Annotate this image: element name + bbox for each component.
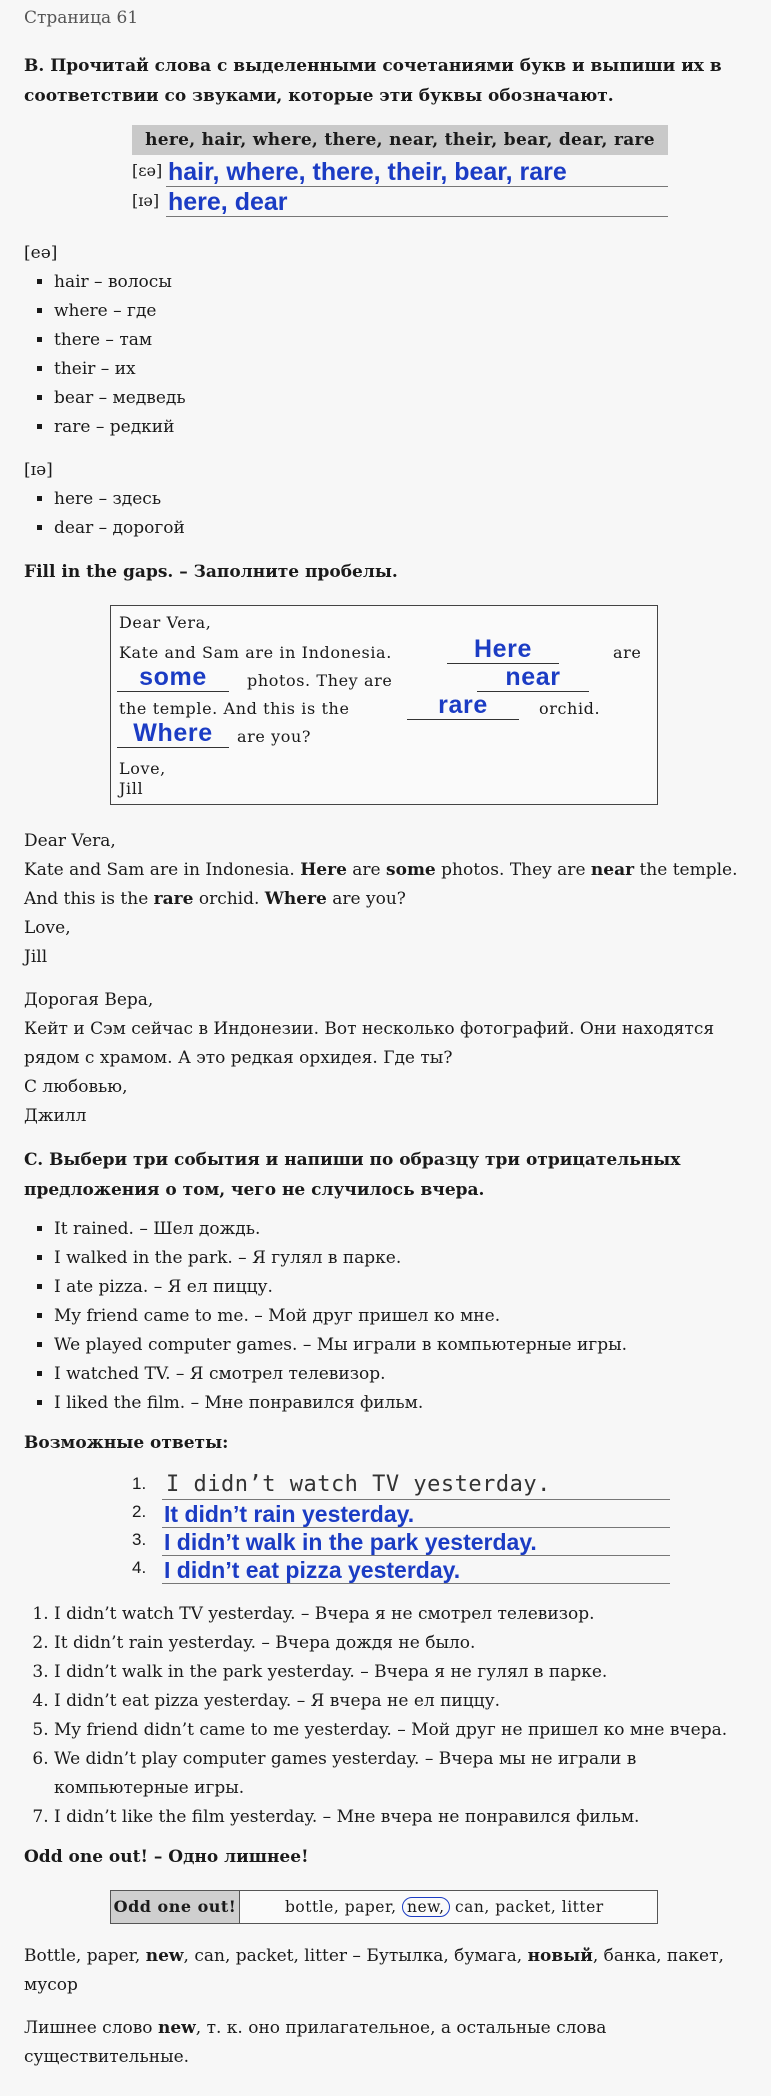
events-list — [24, 1215, 747, 1418]
handwritten-answer: some — [139, 663, 207, 691]
list-item: ▪ there – там — [54, 326, 747, 355]
odd-sentence: Bottle, paper, new, can, packet, litter – Бутылка, бумага, новый, банка, пакет, мусор — [24, 1946, 724, 1995]
list-item: ▪ their – их — [54, 355, 747, 384]
section-c-worksheet-image — [110, 1468, 670, 1592]
page-title: Страница 61 — [24, 8, 139, 28]
handwritten-answer: It didn’t rain yesterday. — [164, 1501, 415, 1527]
worksheet-row: 1. I didn’t watch TV yesterday. — [110, 1472, 670, 1500]
letter-text: Kate and Sam are in Indonesia. — [119, 643, 392, 662]
section-b-heading: B. Прочитай слова с выделенными сочетаниями букв и выпиши их в соответствии со звуками, которые эти буквы обозначают. — [24, 56, 722, 106]
list-item: ▪ dear – дорогой — [54, 514, 747, 543]
handwritten-answer: I didn’t eat pizza yesterday. — [164, 1557, 461, 1583]
list-item: 4. I didn’t eat pizza yesterday. – Я вчера не ел пиццу. — [54, 1687, 747, 1716]
letter-closing: Love, — [119, 759, 166, 778]
list-item: ▪ where – где — [54, 297, 747, 326]
handwritten-answer: here, dear — [168, 188, 288, 216]
gap-2 — [117, 664, 229, 692]
worksheet-row-ea — [132, 157, 668, 187]
list-item: 7. I didn’t like the film yesterday. – Мне вчера не понравился фильм. — [54, 1803, 747, 1832]
group2-label: [ɪə] — [24, 460, 53, 480]
answers-list — [24, 1600, 747, 1832]
list-item: ▪ It rained. – Шел дождь. — [54, 1215, 747, 1244]
letter-text: orchid. — [539, 699, 601, 718]
group2-list — [24, 485, 747, 543]
list-item: ▪ here – здесь — [54, 485, 747, 514]
list-item: 5. My friend didn’t came to me yesterday. – Мой друг не пришел ко мне вчера. — [54, 1716, 747, 1745]
gap-3 — [477, 664, 589, 692]
keyword: new — [157, 2018, 196, 2038]
worksheet-row: 2. It didn’t rain yesterday. — [110, 1500, 670, 1528]
letter-text: are you? — [237, 727, 312, 746]
handwritten-answer: I didn’t walk in the park yesterday. — [164, 1529, 537, 1555]
letter-en-body: Kate and Sam are in Indonesia. Here are some photos. They are near the temple. And this is the rare orchid. Where are you? — [24, 860, 738, 909]
list-item: ▪ I liked the film. – Мне понравился фильм. — [54, 1389, 747, 1418]
worksheet-row-ia — [132, 187, 668, 217]
letter-ru-name: Джилл — [24, 1106, 87, 1126]
answers-heading: Возможные ответы: — [24, 1433, 229, 1453]
letter-ru-body: Кейт и Сэм сейчас в Индонезии. Вот несколько фотографий. Они находятся рядом с храмом. А это редкая орхидея. Где ты? — [24, 1019, 715, 1068]
fill-gaps-heading: Fill in the gaps. – Заполните пробелы. — [24, 562, 398, 582]
letter-text: the temple. And this is the — [119, 699, 350, 718]
group1-label: [eə] — [24, 243, 58, 263]
keyword: rare — [153, 889, 194, 909]
phoneme-label: [ɛə] — [132, 161, 163, 180]
letter-en-name: Jill — [24, 947, 48, 967]
letter-name: Jill — [119, 779, 144, 798]
list-item: 1. I didn’t watch TV yesterday. – Вчера я не смотрел телевизор. — [54, 1600, 747, 1629]
word-bar: here, hair, where, there, near, their, bear, dear, rare — [132, 125, 668, 155]
list-item: ▪ hair – волосы — [54, 268, 747, 297]
handwritten-answer: hair, where, there, their, bear, rare — [168, 158, 567, 186]
list-item: 2. It didn’t rain yesterday. – Вчера дождя не было. — [54, 1629, 747, 1658]
odd-one-out-heading: Odd one out! – Одно лишнее! — [24, 1847, 309, 1867]
keyword: near — [590, 860, 635, 880]
gap-4 — [407, 692, 519, 720]
list-item: ▪ My friend came to me. – Мой друг пришел ко мне. — [54, 1302, 747, 1331]
worksheet-row: 3. I didn’t walk in the park yesterday. — [110, 1528, 670, 1556]
list-item: 6. We didn’t play computer games yesterday. – Вчера мы не играли в компьютерные игры. — [54, 1745, 747, 1803]
letter-greeting: Dear Vera, — [119, 613, 212, 632]
group1-list — [24, 268, 747, 442]
list-item: ▪ bear – медведь — [54, 384, 747, 413]
odd-explanation: Лишнее слово new, т. к. оно прилагательное, а остальные слова существительные. — [24, 2018, 607, 2067]
odd-one-out-image — [110, 1890, 658, 1924]
letter-worksheet-image — [110, 605, 658, 805]
keyword: Here — [300, 860, 347, 880]
gap-5 — [117, 720, 229, 748]
list-item: ▪ I walked in the park. – Я гулял в парке. — [54, 1244, 747, 1273]
keyword: new — [145, 1946, 184, 1966]
list-item: ▪ We played computer games. – Мы играли в компьютерные игры. — [54, 1331, 747, 1360]
sample-answer: I didn’t watch TV yesterday. — [166, 1472, 551, 1497]
letter-ru-closing: С любовью, — [24, 1077, 128, 1097]
list-item: ▪ rare – редкий — [54, 413, 747, 442]
section-c-heading: C. Выбери три события и напиши по образцу три отрицательных предложения о том, чего не случилось вчера. — [24, 1150, 681, 1200]
handwritten-answer: Where — [133, 719, 213, 747]
keyword: some — [386, 860, 436, 880]
list-item: 3. I didn’t walk in the park yesterday. – Вчера я не гулял в парке. — [54, 1658, 747, 1687]
phoneme-label: [ɪə] — [132, 191, 160, 210]
worksheet-row: 4. I didn’t eat pizza yesterday. — [110, 1556, 670, 1584]
odd-words: bottle, paper, new, can, packet, litter — [285, 1898, 604, 1916]
gap-1 — [447, 636, 559, 664]
handwritten-answer: Here — [474, 635, 532, 663]
handwritten-answer: rare — [438, 691, 488, 719]
list-item: ▪ I watched TV. – Я смотрел телевизор. — [54, 1360, 747, 1389]
keyword: новый — [527, 1946, 593, 1966]
section-b-worksheet-image — [108, 125, 660, 225]
keyword: Where — [264, 889, 327, 909]
letter-en-closing: Love, — [24, 918, 71, 938]
letter-ru-greeting: Дорогая Вера, — [24, 990, 154, 1010]
list-item: ▪ I ate pizza. – Я ел пиццу. — [54, 1273, 747, 1302]
letter-text: are — [613, 643, 642, 662]
circled-word: new, — [402, 1897, 450, 1917]
letter-en-greeting: Dear Vera, — [24, 831, 116, 851]
letter-text: photos. They are — [247, 671, 393, 690]
handwritten-answer: near — [505, 663, 561, 691]
odd-label: Odd one out! — [111, 1891, 240, 1923]
